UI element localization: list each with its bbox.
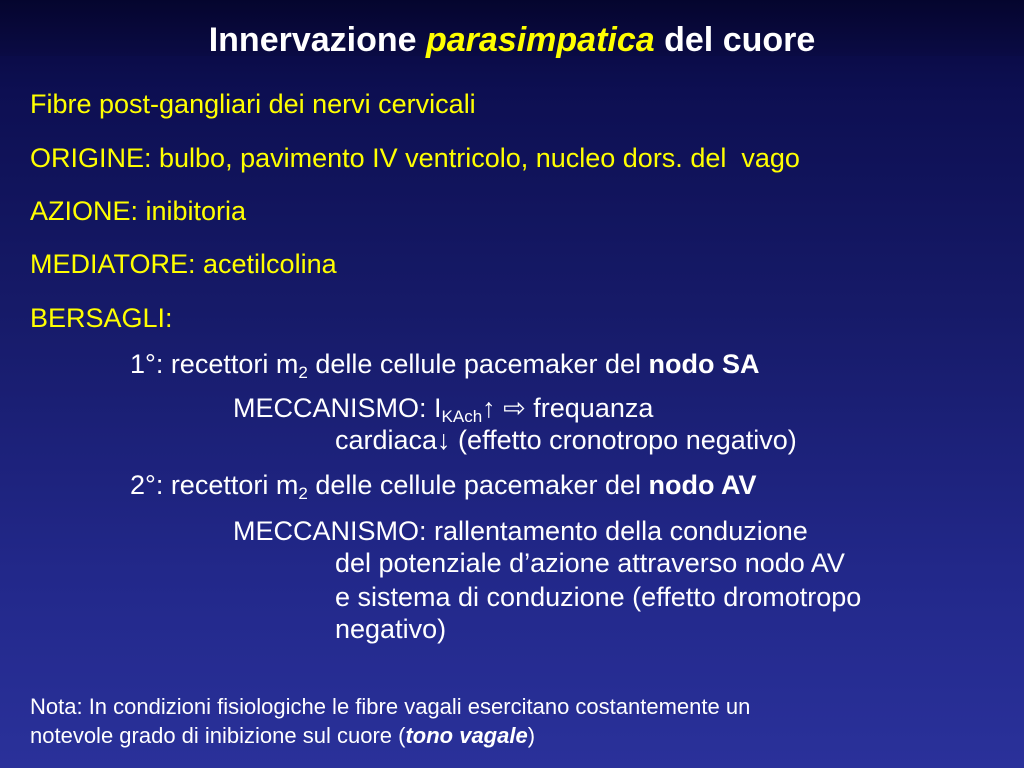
target-1 (130, 348, 760, 380)
target-1-prefix: 1°: recettori m (130, 349, 299, 379)
line-mediatore: MEDIATORE: acetilcolina (30, 249, 337, 279)
mechanism-2-line-3: e sistema di conduzione (effetto dromotropo (335, 582, 862, 612)
note-line-2-prefix: notevole grado di inibizione sul cuore ( (30, 723, 406, 748)
mechanism-1-prefix: MECCANISMO: I (233, 393, 442, 423)
target-2 (130, 469, 757, 501)
mechanism-2-line-4: negativo) (335, 614, 447, 644)
mechanism-1-line-1 (233, 392, 653, 424)
note-tono-vagale: tono vagale (405, 723, 528, 748)
line-fibre: Fibre post-gangliari dei nervi cervicali (30, 89, 476, 119)
mechanism-2-line-2: del potenziale d’azione attraverso nodo AV (335, 548, 845, 578)
line-bersagli: BERSAGLI: (30, 303, 173, 333)
mechanism-1-suffix: ↑ ⇨ frequanza (482, 393, 654, 423)
target-1-node: nodo SA (648, 349, 760, 379)
note-line-2-suffix: ) (527, 723, 536, 748)
target-2-prefix: 2°: recettori m (130, 470, 299, 500)
line-azione: AZIONE: inibitoria (30, 196, 247, 226)
note-line-1: Nota: In condizioni fisiologiche le fibre vagali esercitano costantemente un (30, 694, 751, 719)
note-line-2 (30, 723, 535, 749)
line-origine: ORIGINE: bulbo, pavimento IV ventricolo, nucleo dors. del vago (30, 143, 800, 173)
slide-title (0, 20, 1024, 60)
title-highlight: parasimpatica (426, 21, 655, 59)
mechanism-1-subscript: KAch (441, 407, 483, 426)
target-1-middle: delle cellule pacemaker del (307, 349, 649, 379)
mechanism-2-line-1: MECCANISMO: rallentamento della conduzione (233, 516, 808, 546)
title-part-2: del cuore (654, 21, 816, 59)
target-2-node: nodo AV (648, 470, 757, 500)
target-2-middle: delle cellule pacemaker del (307, 470, 649, 500)
target-2-subscript: 2 (298, 484, 308, 503)
title-part-1: Innervazione (208, 21, 426, 59)
target-1-subscript: 2 (298, 363, 308, 382)
mechanism-1-line-2: cardiaca↓ (effetto cronotropo negativo) (335, 425, 797, 455)
